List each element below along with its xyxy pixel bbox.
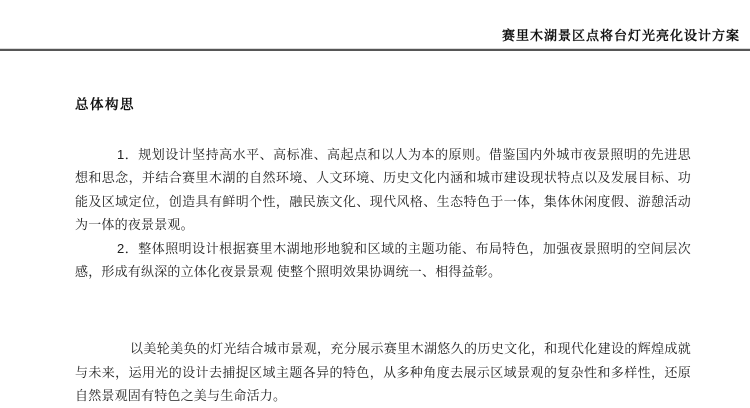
body-paragraph: 2．整体照明设计根据赛里木湖地形地貌和区域的主题功能、布局特色，加强夜景照明的空间层次感，形成有纵深的立体化夜景景观 使整个照明效果协调统一、相得益彰。 xyxy=(75,240,691,280)
page-header xyxy=(0,0,750,51)
body-paragraph: 1．规划设计坚持高水平、高标准、高起点和以人为本的原则。借鉴国内外城市夜景照明的先进思想和思念，并结合赛里木湖的自然环境、人文环境、历史文化内涵和城市建设现状特点以及发展目标、功能及区域定位，创造具有鲜明个性，融民族文化、现代风格、生态特色于一体，集体休闲度假、游憩活动为一体的夜景景观。 xyxy=(75,147,691,233)
document-body xyxy=(75,93,691,408)
page-header-title: 赛里木湖景区点将台灯光亮化设计方案 xyxy=(501,28,740,43)
body-paragraph: 以美轮美奂的灯光结合城市景观，充分展示赛里木湖悠久的历史文化，和现代化建设的辉煌成就与未来，运用光的设计去捕捉区域主题各异的特色，从多种角度去展示区域景观的复杂性和多样性，还原自然景观固有特色之美与生命活力。 xyxy=(75,341,691,404)
section-heading: 总体构思 xyxy=(75,97,135,112)
